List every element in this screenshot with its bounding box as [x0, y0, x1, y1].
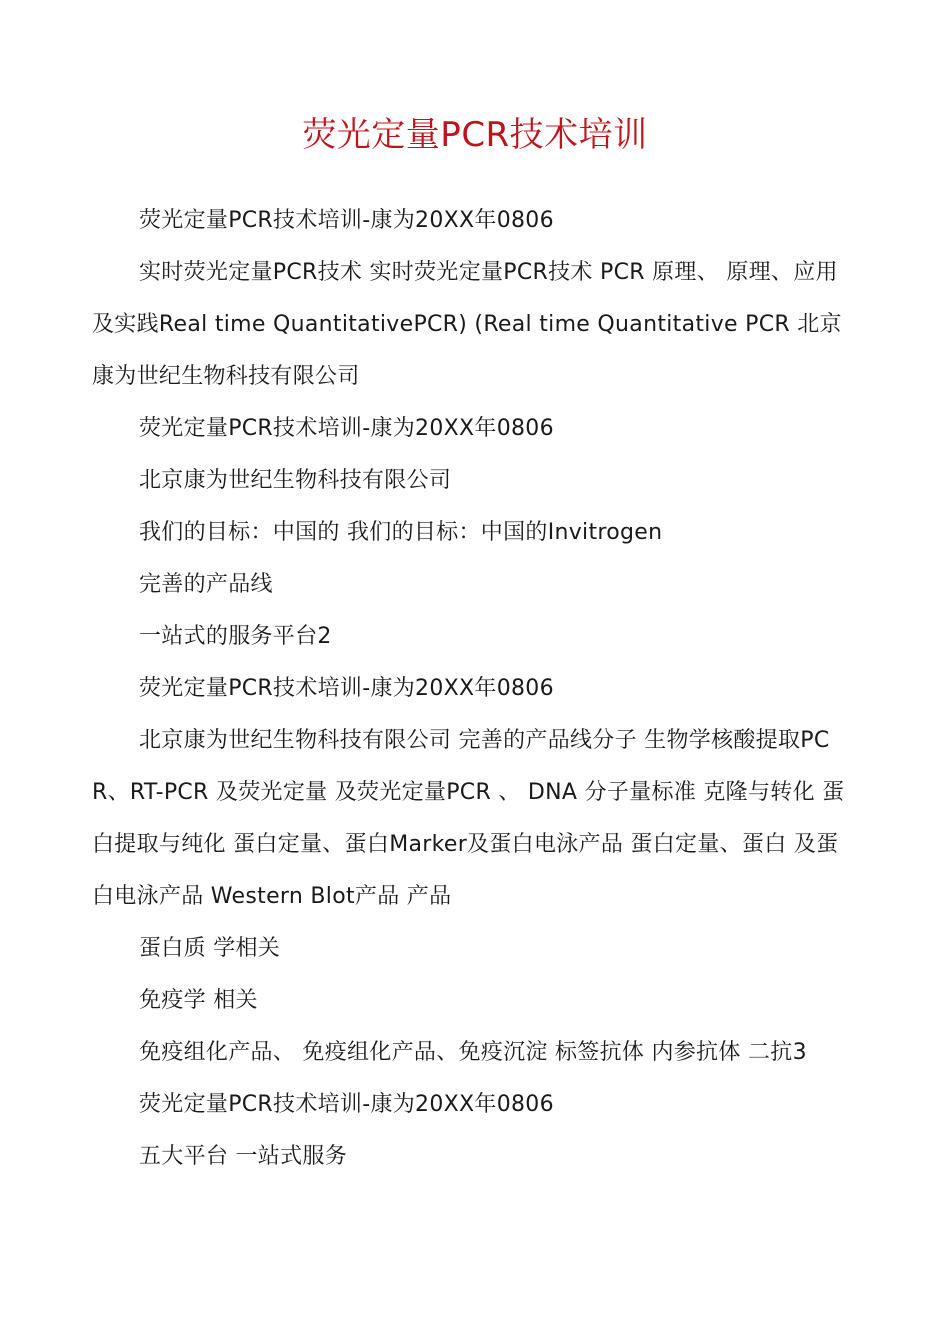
paragraph: 荧光定量PCR技术培训-康为20XX年0806 [139, 676, 554, 701]
document-body [92, 195, 858, 1183]
paragraph: 免疫组化产品、 免疫组化产品、免疫沉淀 标签抗体 内参抗体 二抗3 [139, 1040, 807, 1065]
paragraph: 完善的产品线 [139, 572, 273, 597]
paragraph: 荧光定量PCR技术培训-康为20XX年0806 [139, 416, 554, 441]
paragraph: 五大平台 一站式服务 [139, 1144, 347, 1169]
paragraph: 免疫学 相关 [139, 988, 258, 1013]
paragraph: 北京康为世纪生物科技有限公司 [139, 468, 452, 493]
paragraph: 实时荧光定量PCR技术 实时荧光定量PCR技术 PCR 原理、 原理、应用及实践Real time QuantitativePCR) (Real time Quantitative PCR 北京康为世纪生物科技有限公司 [92, 260, 842, 389]
paragraph: 蛋白质 学相关 [139, 936, 281, 961]
paragraph: 荧光定量PCR技术培训-康为20XX年0806 [139, 208, 554, 233]
document-title: 荧光定量PCR技术培训 [302, 114, 648, 155]
paragraph: 一站式的服务平台2 [139, 624, 332, 649]
paragraph: 荧光定量PCR技术培训-康为20XX年0806 [139, 1092, 554, 1117]
paragraph: 北京康为世纪生物科技有限公司 完善的产品线分子 生物学核酸提取PCR、RT-PCR 及荧光定量 及荧光定量PCR 、 DNA 分子量标准 克隆与转化 蛋白提取与纯化 蛋白定量、蛋白Marker及蛋白电泳产品 蛋白定量、蛋白 及蛋白电泳产品 Western Blot产品 产品 [92, 728, 845, 909]
paragraph: 我们的目标：中国的 我们的目标：中国的Invitrogen [139, 520, 663, 545]
